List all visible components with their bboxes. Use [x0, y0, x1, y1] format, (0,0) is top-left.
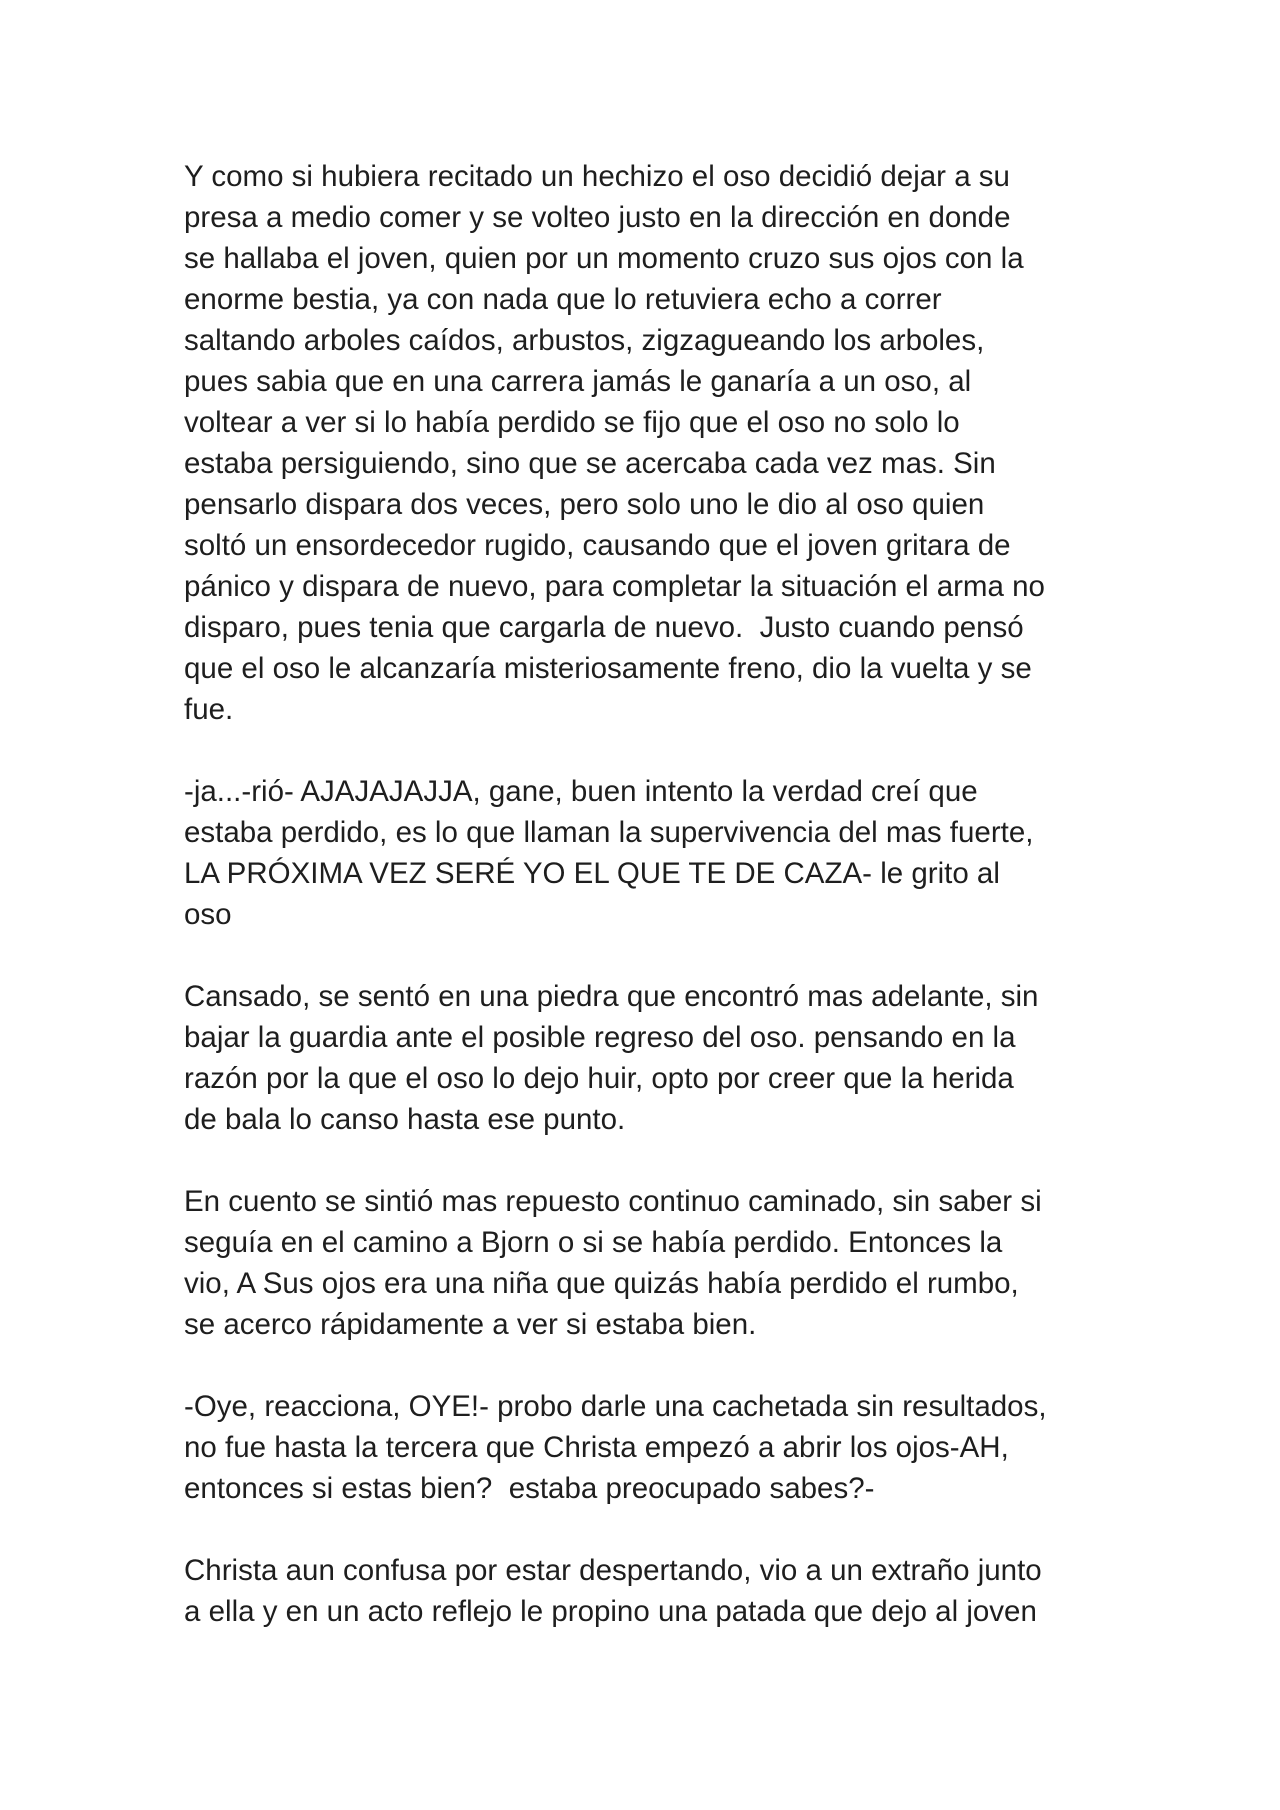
text-line: no fue hasta la tercera que Christa empezó a abrir los ojos-AH, [184, 1431, 1009, 1464]
paragraph-1 [184, 156, 1114, 730]
body-text [184, 156, 1114, 1673]
text-line: a ella y en un acto reflejo le propino una patada que dejo al joven [184, 1595, 1037, 1628]
text-line: presa a medio comer y se volteo justo en la dirección en donde [184, 201, 1011, 234]
text-line: bajar la guardia ante el posible regreso del oso. pensando en la [184, 1021, 1016, 1054]
text-line: Christa aun confusa por estar despertando, vio a un extraño junto [184, 1554, 1042, 1587]
text-line: pues sabia que en una carrera jamás le ganaría a un oso, al [184, 365, 972, 398]
text-line: -ja...-rió- AJAJAJAJJA, gane, buen intento la verdad creí que [184, 775, 978, 808]
text-line: se hallaba el joven, quien por un momento cruzo sus ojos con la [184, 242, 1024, 275]
text-line: soltó un ensordecedor rugido, causando que el joven gritara de [184, 529, 1011, 562]
text-line: razón por la que el oso lo dejo huir, opto por creer que la herida [184, 1062, 1014, 1095]
text-line: se acerco rápidamente a ver si estaba bien. [184, 1308, 757, 1341]
text-line: Y como si hubiera recitado un hechizo el oso decidió dejar a su [184, 160, 1010, 193]
text-line: saltando arboles caídos, arbustos, zigzagueando los arboles, [184, 324, 985, 357]
text-line: vio, A Sus ojos era una niña que quizás había perdido el rumbo, [184, 1267, 1019, 1300]
text-line: voltear a ver si lo había perdido se fijo que el oso no solo lo [184, 406, 960, 439]
text-line: fue. [184, 693, 234, 726]
paragraph-4 [184, 1181, 1114, 1345]
paragraph-2 [184, 771, 1114, 935]
text-line: pensarlo dispara dos veces, pero solo uno le dio al oso quien [184, 488, 985, 521]
paragraph-5 [184, 1386, 1114, 1509]
text-line: que el oso le alcanzaría misteriosamente freno, dio la vuelta y se [184, 652, 1032, 685]
text-line: En cuento se sintió mas repuesto continuo caminado, sin saber si [184, 1185, 1042, 1218]
text-line: LA PRÓXIMA VEZ SERÉ YO EL QUE TE DE CAZA- le grito al [184, 857, 1000, 890]
text-line: oso [184, 898, 232, 931]
text-line: estaba perdido, es lo que llaman la supervivencia del mas fuerte, [184, 816, 1034, 849]
text-line: disparo, pues tenia que cargarla de nuevo. Justo cuando pensó [184, 611, 1024, 644]
text-line: pánico y dispara de nuevo, para completar la situación el arma no [184, 570, 1045, 603]
text-line: enorme bestia, ya con nada que lo retuviera echo a correr [184, 283, 942, 316]
text-line: seguía en el camino a Bjorn o si se había perdido. Entonces la [184, 1226, 1003, 1259]
paragraph-6 [184, 1550, 1114, 1632]
text-line: -Oye, reacciona, OYE!- probo darle una cachetada sin resultados, [184, 1390, 1047, 1423]
paragraph-3 [184, 976, 1114, 1140]
text-line: entonces si estas bien? estaba preocupado sabes?- [184, 1472, 875, 1505]
text-line: estaba persiguiendo, sino que se acercaba cada vez mas. Sin [184, 447, 996, 480]
text-line: Cansado, se sentó en una piedra que encontró mas adelante, sin [184, 980, 1039, 1013]
text-line: de bala lo canso hasta ese punto. [184, 1103, 626, 1136]
